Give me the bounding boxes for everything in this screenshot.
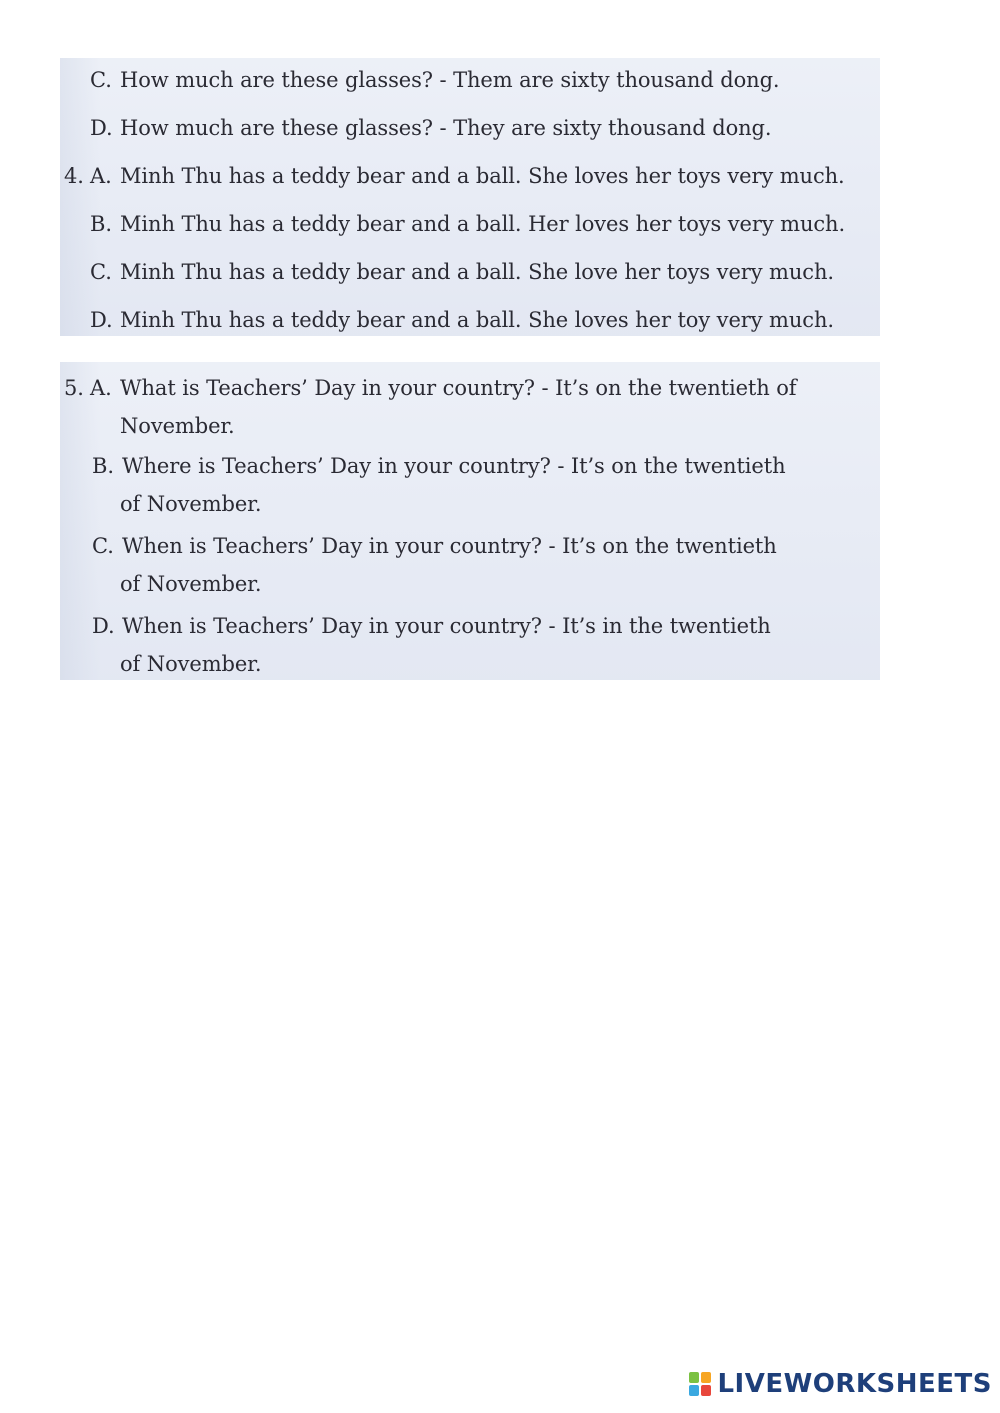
option-4d: D. Minh Thu has a teddy bear and a ball. She loves her toy very much.: [90, 308, 834, 332]
option-5c-continuation: of November.: [120, 572, 262, 596]
option-5a: 5. A. What is Teachers’ Day in your country? - It’s on the twentieth of: [64, 376, 797, 400]
scan-block-questions-3-4: [60, 58, 880, 336]
liveworksheets-logo-icon: [689, 1372, 711, 1396]
option-5b-continuation: of November.: [120, 492, 262, 516]
option-4c: C. Minh Thu has a teddy bear and a ball. She love her toys very much.: [90, 260, 834, 284]
option-4a: 4. A. Minh Thu has a teddy bear and a ball. She loves her toys very much.: [64, 164, 845, 188]
option-3d: D. How much are these glasses? - They are sixty thousand dong.: [90, 116, 772, 140]
scan-block-question-5: [60, 362, 880, 680]
option-5b: B. Where is Teachers’ Day in your country? - It’s on the twentieth: [92, 454, 786, 478]
option-5d: D. When is Teachers’ Day in your country? - It’s in the twentieth: [92, 614, 771, 638]
liveworksheets-footer[interactable]: [689, 1369, 992, 1399]
brand-name: LIVEWORKSHEETS: [717, 1369, 992, 1399]
option-5c: C. When is Teachers’ Day in your country? - It’s on the twentieth: [92, 534, 777, 558]
option-5a-continuation: November.: [120, 414, 235, 438]
option-3c: C. How much are these glasses? - Them are sixty thousand dong.: [90, 68, 780, 92]
option-4b: B. Minh Thu has a teddy bear and a ball. Her loves her toys very much.: [90, 212, 846, 236]
option-5d-continuation: of November.: [120, 652, 262, 676]
